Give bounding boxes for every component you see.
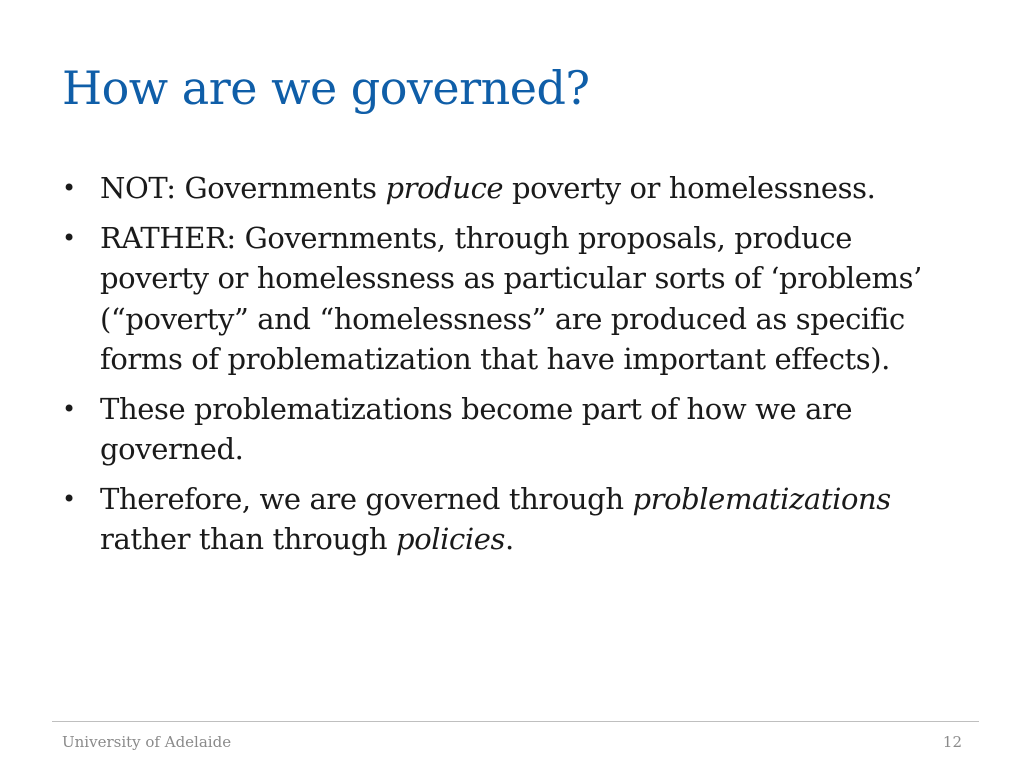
bullet-icon: • (62, 174, 76, 202)
bullet-icon: • (62, 484, 76, 513)
bullet-text (100, 218, 962, 380)
bullet-icon: • (62, 394, 76, 423)
page-number: 12 (942, 733, 962, 751)
bullet-text-segment: rather than through (100, 522, 397, 556)
bullet-text-segment: RATHER: Governments, through proposals, produce poverty or homelessness as particular sorts of ‘problems’ (“poverty” and “homelessness” are produced as specific forms of problematization that have important effects). (100, 220, 922, 376)
bullet-list (62, 168, 962, 569)
footer-divider (52, 721, 979, 722)
bullet-text (100, 479, 962, 560)
bullet-item (62, 479, 962, 560)
slide-title: How are we governed? (62, 61, 590, 115)
bullet-text-segment: Therefore, we are governed through (100, 481, 633, 516)
bullet-text-emphasis: produce (385, 171, 504, 205)
bullet-item (62, 218, 962, 380)
bullet-text-emphasis: problematizations (632, 481, 891, 516)
bullet-text-segment: poverty or homelessness. (503, 171, 876, 205)
bullet-text-segment: These problematizations become part of how we are governed. (100, 391, 853, 466)
footer-institution: University of Adelaide (62, 733, 232, 751)
bullet-item (62, 168, 962, 209)
bullet-text-segment: . (504, 522, 514, 556)
bullet-item (62, 389, 962, 470)
bullet-text-emphasis: policies (396, 522, 505, 556)
bullet-text-segment: NOT: Governments (100, 171, 386, 205)
bullet-icon: • (62, 223, 76, 252)
bullet-text (100, 168, 962, 209)
bullet-text (100, 389, 962, 470)
